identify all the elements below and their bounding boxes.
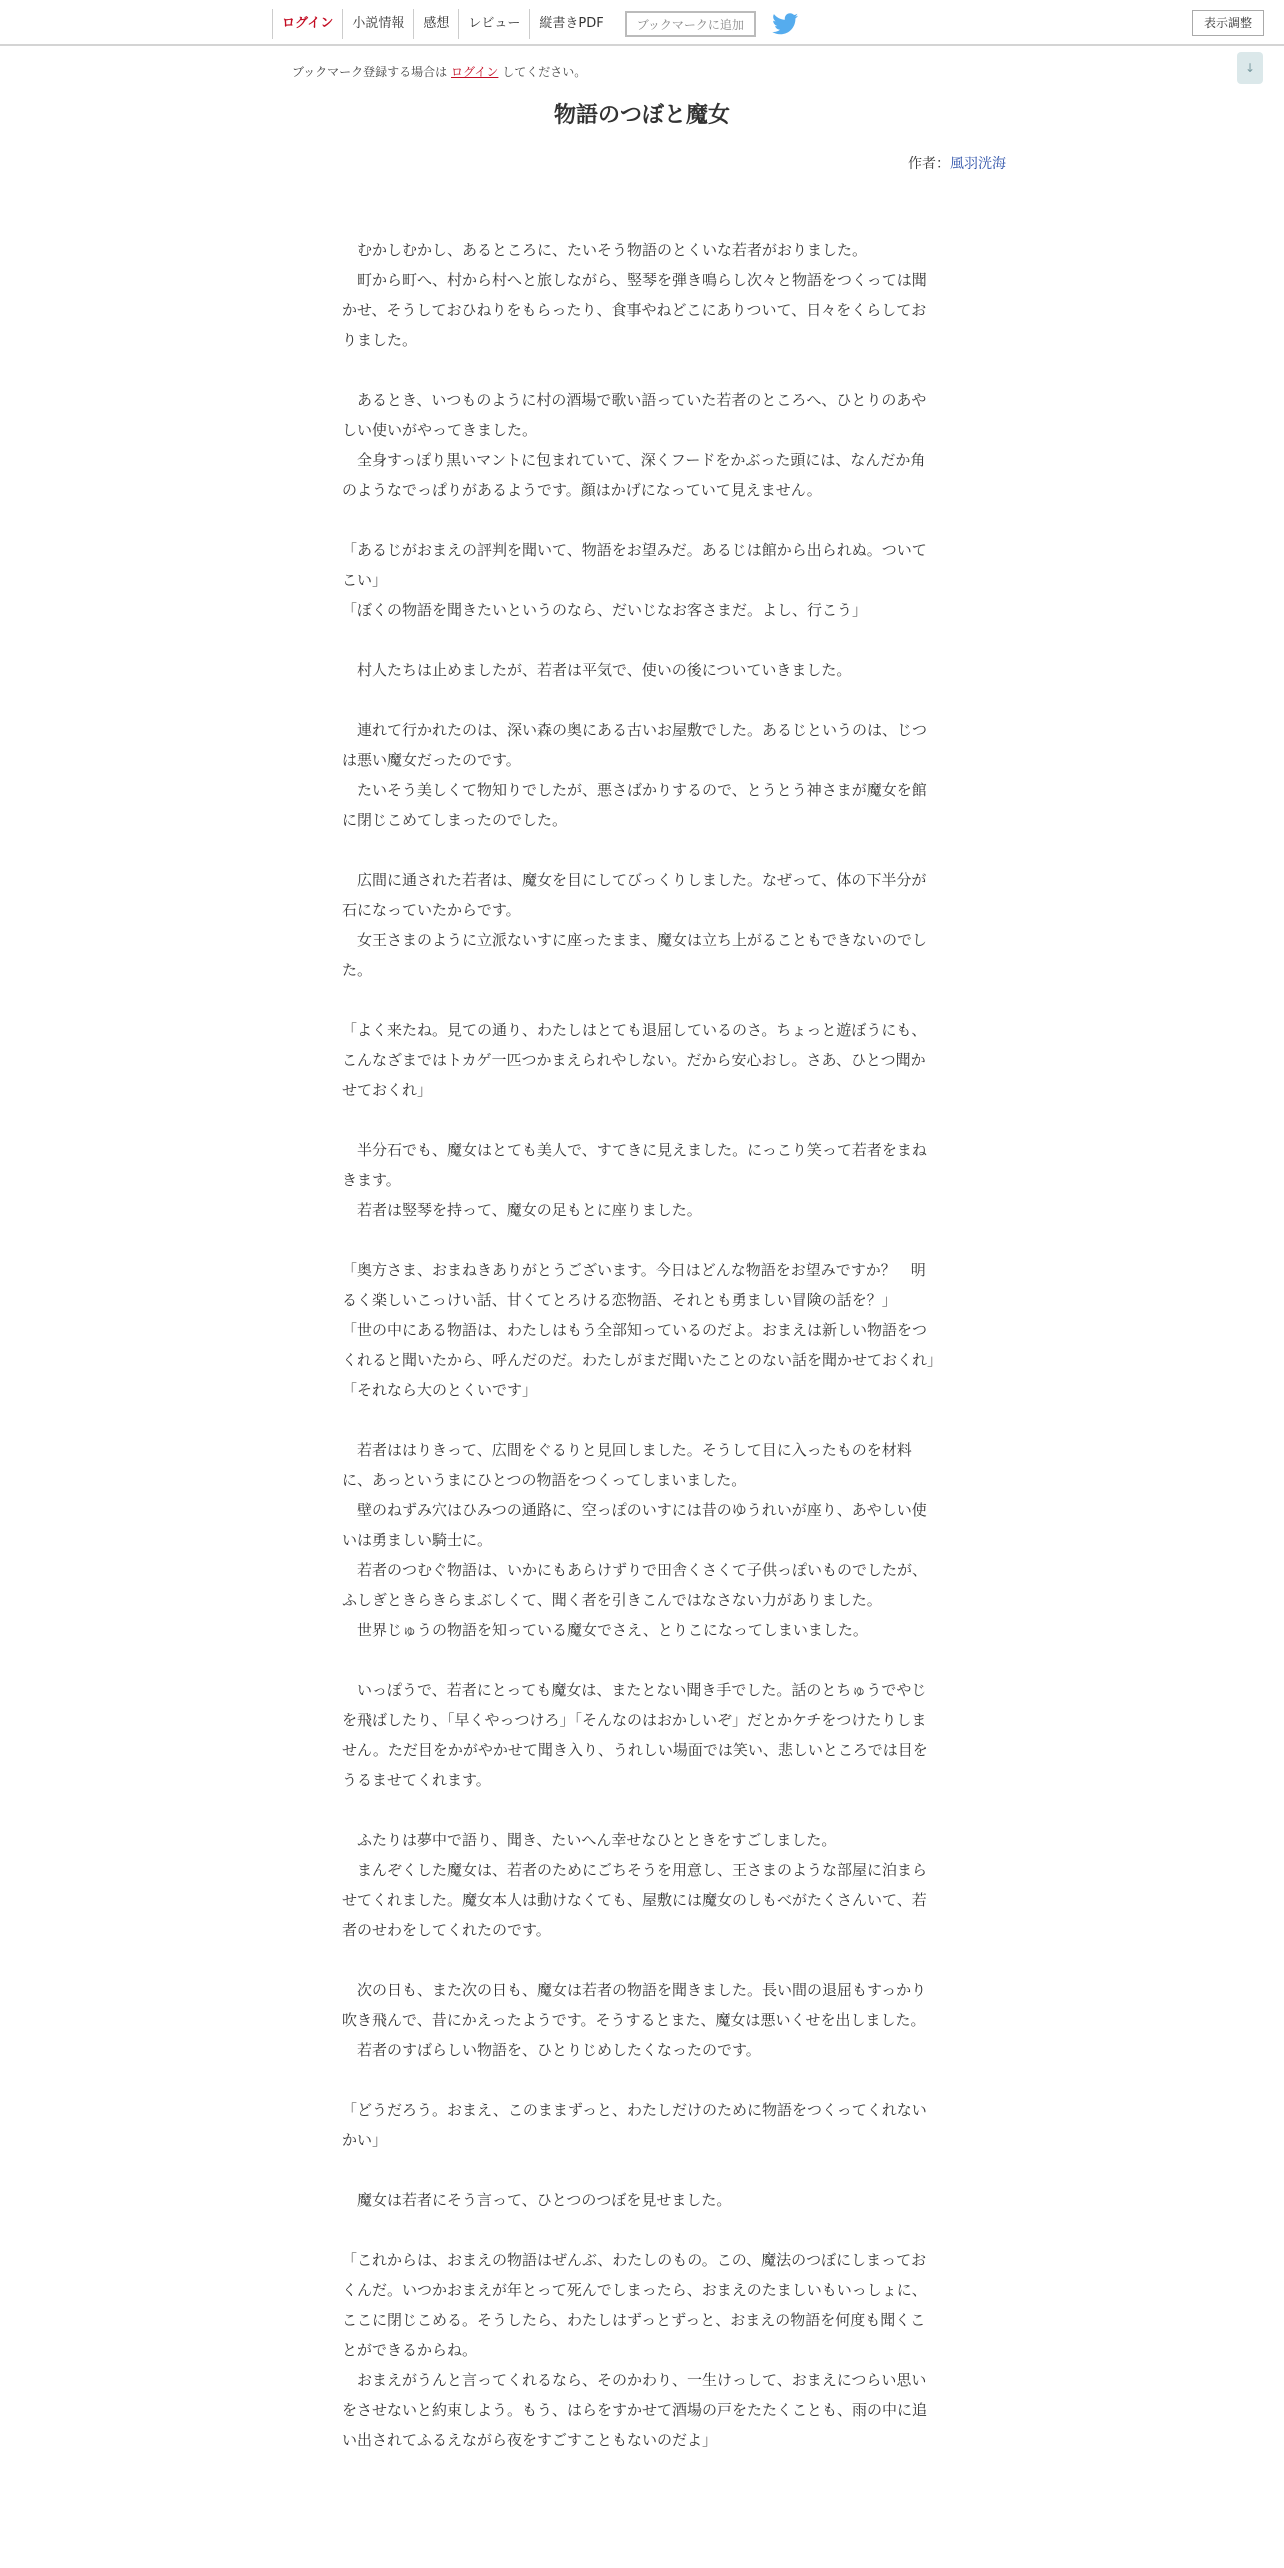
novel-body (342, 235, 943, 2455)
body-paragraph: 若者は竪琴を持って、魔女の足もとに座りました。 (342, 1201, 702, 1219)
body-paragraph: 「どうだろう。おまえ、このままずっと、わたしだけのために物語をつくってくれないかい」 (342, 2101, 927, 2149)
novel-title: 物語のつぼと魔女 (553, 103, 730, 128)
body-paragraph (342, 355, 938, 385)
body-paragraph (342, 1105, 938, 1135)
login-note-suffix: してください。 (502, 65, 587, 79)
top-nav (272, 9, 798, 39)
scroll-down-arrow-icon[interactable]: ↓ (1237, 52, 1263, 84)
body-paragraph (342, 505, 938, 535)
body-paragraph: ふたりは夢中で語り、聞き、たいへん幸せなひとときをすごしました。 (342, 1831, 837, 1849)
body-paragraph: 連れて行かれたのは、深い森の奥にある古いお屋敷でした。あるじというのは、じつは悪い魔女だったのです。 (342, 721, 928, 769)
body-paragraph: 魔女は若者にそう言って、ひとつのつぼを見せました。 (342, 2191, 732, 2209)
body-paragraph: まんぞくした魔女は、若者のためにごちそうを用意し、王さまのような部屋に泊まらせてくれました。魔女本人は動けなくても、屋敷には魔女のしもべがたくさんいて、若者のせわをしてくれたのです。 (342, 1861, 928, 1939)
add-bookmark-button[interactable]: ブックマークに追加 (625, 11, 756, 37)
body-paragraph: 若者のすばらしい物語を、ひとりじめしたくなったのです。 (342, 2041, 761, 2059)
body-paragraph (342, 1405, 938, 1435)
body-paragraph: むかしむかし、あるところに、たいそう物語のとくいな若者がおりました。 (342, 241, 868, 259)
body-paragraph: 「世の中にある物語は、わたしはもう全部知っているのだよ。おまえは新しい物語をつくれると聞いたから、呼んだのだ。わたしがまだ聞いたことのない話を聞かせておくれ」 (342, 1321, 943, 1369)
body-paragraph: 若者のつむぐ物語は、いかにもあらけずりで田舎くさくて子供っぽいものでしたが、ふしぎときらきらまぶしくて、聞く者を引きこんではなさない力がありました。 (342, 1561, 928, 1609)
body-paragraph (342, 685, 938, 715)
body-paragraph (342, 625, 938, 655)
body-paragraph (342, 1795, 938, 1825)
login-note-prefix: ブックマーク登録する場合は (292, 65, 448, 79)
body-paragraph (342, 2065, 938, 2095)
author-line (908, 153, 1006, 173)
body-paragraph: 半分石でも、魔女はとても美人で、すてきに見えました。にっこり笑って若者をまねきます。 (342, 1141, 927, 1189)
body-paragraph: 「奥方さま、おまねきありがとうございます。今日はどんな物語をお望みですか？ 明るく楽しいこっけい話、甘くてとろける恋物語、それとも勇ましい冒険の話を？」 (342, 1261, 926, 1309)
login-link[interactable]: ログイン (272, 9, 342, 39)
body-paragraph: 広間に通された若者は、魔女を目にしてびっくりしました。なぜって、体の下半分が石になっていたからです。 (342, 871, 927, 919)
body-paragraph: 全身すっぽり黒いマントに包まれていて、深くフードをかぶった頭には、なんだか角のようなでっぱりがあるようです。顔はかげになっていて見えません。 (342, 451, 926, 499)
body-paragraph (342, 1225, 938, 1255)
login-note-link[interactable]: ログイン (451, 65, 499, 79)
body-paragraph: いっぽうで、若者にとっても魔女は、またとない聞き手でした。話のとちゅうでやじを飛ばしたり、「早くやっつけろ」「そんなのはおかしいぞ」だとかケチをつけたりしません。ただ目をかがやかせて聞き入り、うれしい場面では笑い、悲しいところでは目をうるませてくれます。 (342, 1681, 928, 1789)
body-paragraph: 村人たちは止めましたが、若者は平気で、使いの後についていきました。 (342, 661, 852, 679)
login-note (292, 63, 586, 80)
vertical-pdf-link[interactable]: 縦書きPDF (529, 9, 612, 39)
body-paragraph: たいそう美しくて物知りでしたが、悪さばかりするので、とうとう神さまが魔女を館に閉じこめてしまったのでした。 (342, 781, 927, 829)
novel-info-link[interactable]: 小説情報 (342, 9, 413, 39)
body-paragraph (342, 2155, 938, 2185)
body-paragraph: 若者ははりきって、広間をぐるりと見回しました。そうして目に入ったものを材料に、あっというまにひとつの物語をつくってしまいました。 (342, 1441, 912, 1489)
body-paragraph: 「それなら大のとくいです」 (342, 1381, 538, 1399)
display-settings-button[interactable]: 表示調整 (1192, 10, 1264, 36)
body-paragraph: おまえがうんと言ってくれるなら、そのかわり、一生けっして、おまえにつらい思いをさせないと約束しよう。もう、はらをすかせて酒場の戸をたたくことも、雨の中に追い出されてふるえながら夜をすごすこともないのだよ」 (342, 2371, 928, 2449)
twitter-icon[interactable] (772, 13, 798, 35)
impressions-link[interactable]: 感想 (413, 9, 458, 39)
body-paragraph: 女王さまのように立派ないすに座ったまま、魔女は立ち上がることもできないのでした。 (342, 931, 928, 979)
body-paragraph: 「ぼくの物語を聞きたいというのなら、だいじなお客さまだ。よし、行こう」 (342, 601, 868, 619)
body-paragraph: 町から町へ、村から村へと旅しながら、竪琴を弾き鳴らし次々と物語をつくっては聞かせ、そうしておひねりをもらったり、食事やねどこにありついて、日々をくらしておりました。 (342, 271, 927, 349)
top-toolbar (0, 0, 1284, 46)
body-paragraph (342, 985, 938, 1015)
body-paragraph (342, 1645, 938, 1675)
body-paragraph: 「これからは、おまえの物語はぜんぶ、わたしのもの。この、魔法のつぼにしまっておくんだ。いつかおまえが年とって死んでしまったら、おまえのたましいもいっしょに、ここに閉じこめる。そうしたら、わたしはずっとずっと、おまえの物語を何度も聞くことができるからね。 (342, 2251, 927, 2359)
body-paragraph (342, 1945, 938, 1975)
body-paragraph: 「あるじがおまえの評判を聞いて、物語をお望みだ。あるじは館から出られぬ。ついてこい」 (342, 541, 927, 589)
body-paragraph: 壁のねずみ穴はひみつの通路に、空っぽのいすには昔のゆうれいが座り、あやしい使いは勇ましい騎士に。 (342, 1501, 927, 1549)
body-paragraph (342, 2215, 938, 2245)
body-paragraph: 次の日も、また次の日も、魔女は若者の物語を聞きました。長い間の退屈もすっかり吹き飛んで、昔にかえったようです。そうするとまた、魔女は悪いくせを出しました。 (342, 1981, 927, 2029)
review-link[interactable]: レビュー (458, 9, 529, 39)
body-paragraph (342, 835, 938, 865)
body-paragraph: 「よく来たね。見ての通り、わたしはとても退屈しているのさ。ちょっと遊ぼうにも、こんなざまではトカゲ一匹つかまえられやしない。だから安心おし。さあ、ひとつ聞かせておくれ」 (342, 1021, 927, 1099)
body-paragraph: あるとき、いつものように村の酒場で歌い語っていた若者のところへ、ひとりのあやしい使いがやってきました。 (342, 391, 927, 439)
body-paragraph: 世界じゅうの物語を知っている魔女でさえ、とりこになってしまいました。 (342, 1621, 868, 1639)
author-label: 作者： (908, 156, 950, 172)
author-link[interactable]: 風羽洸海 (950, 156, 1006, 172)
